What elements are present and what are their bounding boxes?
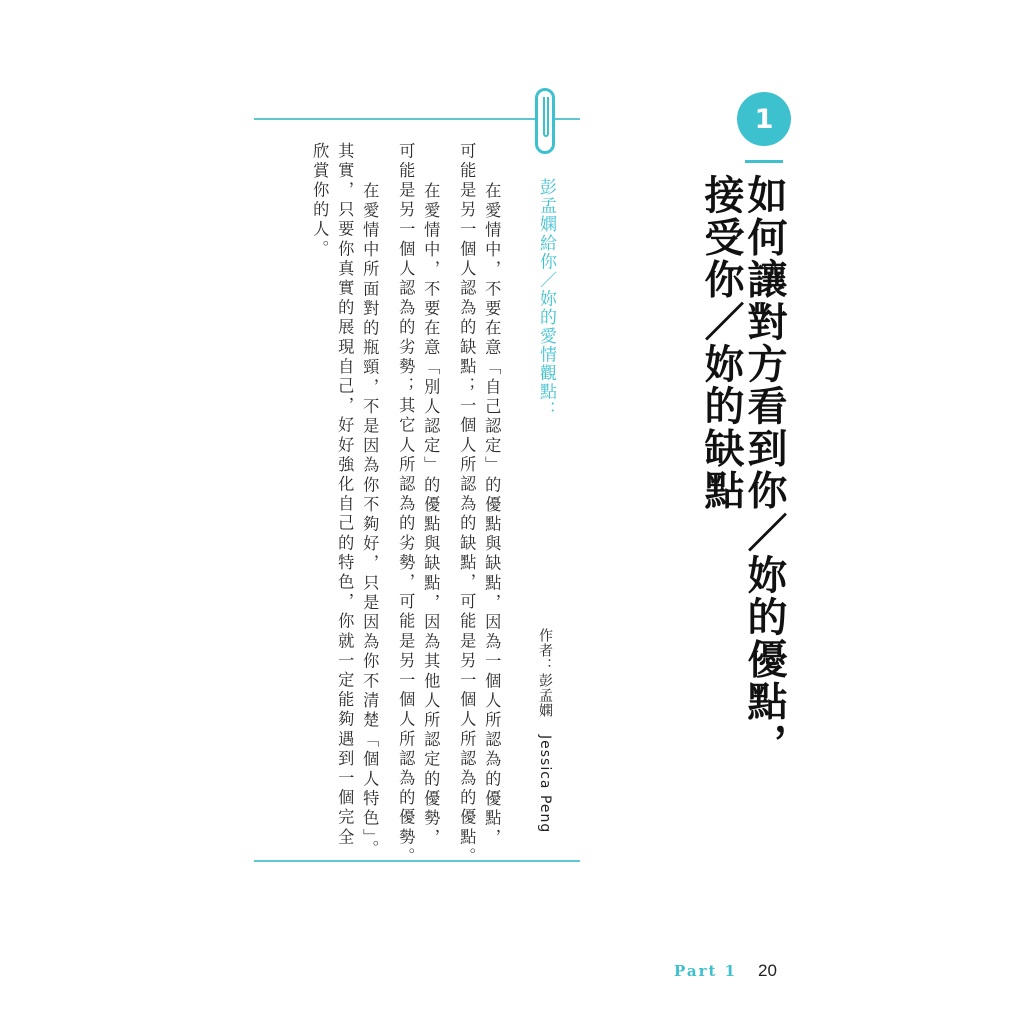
body-column-5: 在愛情中所面對的瓶頸，不是因為你不夠好，只是因為你不清楚「個人特色」。 xyxy=(360,182,380,860)
body-column-2: 可能是另一個人認為的缺點；一個人所認為的缺點，可能是另一個人所認為的優點。 xyxy=(457,142,477,868)
body-column-4: 可能是另一個人認為的劣勢；其它人所認為的劣勢，可能是另一個人所認為的優勢。 xyxy=(396,142,416,868)
frame-top-line xyxy=(254,118,580,120)
frame-bottom-line xyxy=(254,860,580,862)
paperclip-inner-icon xyxy=(543,97,549,137)
chapter-title-line-2: 接受你／妳的缺點 xyxy=(698,174,745,512)
author-latin-name: Jessica Peng xyxy=(537,735,553,834)
viewpoint-subtitle: 彭孟嫻給你／妳的愛情觀點： xyxy=(536,178,556,420)
chapter-number: 1 xyxy=(754,103,774,135)
body-column-3: 在愛情中，不要在意「別人認定」的優點與缺點，因為其他人所認定的優勢， xyxy=(421,182,441,849)
author-credit xyxy=(538,628,552,833)
chapter-number-badge xyxy=(737,92,791,146)
title-rule xyxy=(745,160,783,163)
page-number: 20 xyxy=(758,961,777,980)
part-label: Part 1 xyxy=(674,962,738,980)
author-label: 作者：彭孟嫻 xyxy=(537,628,553,735)
body-column-7: 欣賞你的人。 xyxy=(310,142,330,260)
chapter-title-line-1: 如何讓對方看到你／妳的優點， xyxy=(741,174,788,765)
body-column-1: 在愛情中，不要在意「自己認定」的優點與缺點，因為一個人所認為的優點， xyxy=(482,182,502,849)
body-column-6: 其實，只要你真實的展現自己，好好強化自己的特色，你就一定能夠遇到一個完全 xyxy=(335,142,355,848)
